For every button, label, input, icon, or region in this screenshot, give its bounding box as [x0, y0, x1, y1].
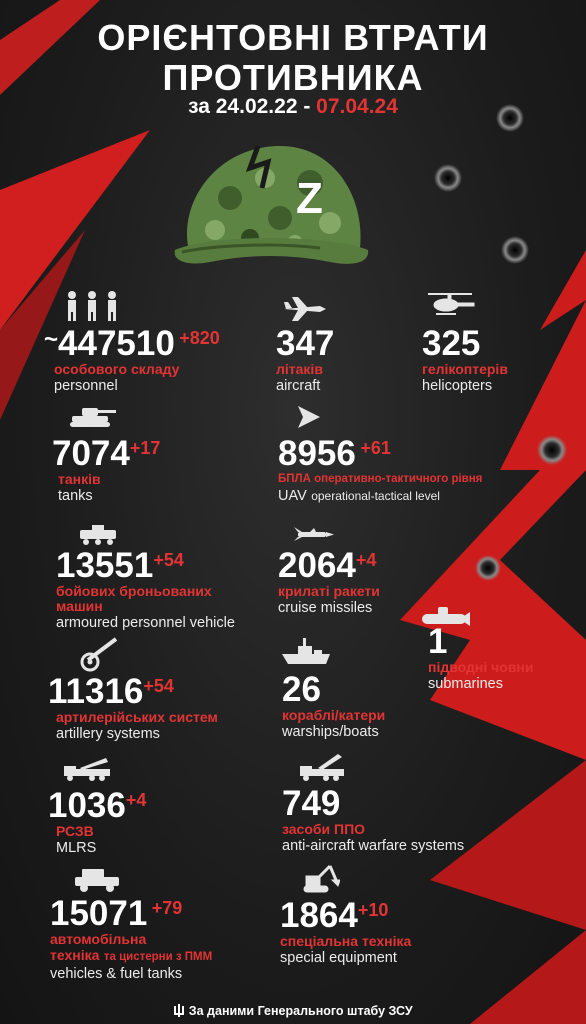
warship-icon [280, 636, 332, 666]
label-en: aircraft [276, 378, 321, 394]
label-en: anti-aircraft warfare systems [282, 838, 465, 854]
label-en: artillery systems [56, 726, 160, 742]
stat-cruise-missiles: 2064+4 крилаті ракети cruise missiles [278, 546, 380, 616]
label-en: personnel [54, 378, 118, 394]
label-ua: літаків [276, 361, 323, 377]
tank-icon [68, 404, 118, 428]
apc-icon [76, 524, 120, 546]
label-en-2: operational-tactical level [311, 489, 440, 503]
label-ua: БПЛА оперативно-тактичного рівня [278, 473, 483, 485]
helicopter-icon [422, 290, 478, 320]
label-ua-2: техніка [50, 947, 100, 963]
label-en: special equipment [280, 950, 397, 966]
page-title-line1: ОРІЄНТОВНІ ВТРАТИ [97, 17, 489, 58]
stat-vehicles: 15071 +79 автомобільна техніка та цистерни з ПММ vehicles & fuel tanks [50, 894, 213, 982]
page-title-line2: ПРОТИВНИКА [162, 57, 424, 98]
aa-truck-icon [298, 752, 348, 782]
label-ua-3: та цистерни з ПММ [103, 951, 213, 963]
label-ua: засоби ППО [282, 821, 366, 837]
date-range: за 24.02.22 - 07.04.24 [188, 95, 398, 118]
stat-submarines: 1 підводні човни submarines [428, 622, 534, 692]
excavator-icon [300, 862, 340, 894]
stat-personnel: ~447510 +820 особового складу personnel [44, 324, 220, 394]
label-ua: РСЗВ [56, 823, 94, 839]
label-ua: артилерійських систем [56, 709, 218, 725]
label-ua: особового складу [54, 361, 180, 377]
label-ua: спеціальна техніка [280, 933, 412, 949]
drone-icon [294, 404, 324, 430]
trident-icon [173, 1004, 185, 1017]
label-en: MLRS [56, 840, 97, 856]
label-ua-1: бойових броньованих [56, 583, 212, 599]
mlrs-truck-icon [62, 756, 114, 782]
helmet-icon [170, 138, 370, 278]
soldiers-icon [62, 290, 122, 322]
label-en: submarines [428, 676, 503, 692]
stat-uav: 8956 +61 БПЛА оперативно-тактичного рівня UAV operational-tactical level [278, 434, 483, 504]
label-en: helicopters [422, 378, 493, 394]
stat-mlrs: 1036+4 РСЗВ MLRS [48, 786, 147, 856]
label-en: armoured personnel vehicle [56, 615, 235, 631]
stat-warships: 26 кораблі/катери warships/boats [282, 670, 386, 740]
missile-icon [292, 526, 334, 542]
label-ua: танків [58, 471, 101, 487]
cannon-icon [80, 636, 120, 672]
stat-special-equipment: 1864+10 спеціальна техніка special equipment [280, 896, 412, 966]
label-en: vehicles & fuel tanks [50, 966, 183, 982]
stat-tanks: 7074+17 танків tanks [52, 434, 161, 504]
label-en: tanks [58, 488, 93, 504]
footer-source: За даними Генерального штабу ЗСУ [0, 1004, 586, 1018]
label-ua-1: автомобільна [50, 931, 147, 947]
stat-anti-aircraft: 749 засоби ППО anti-aircraft warfare systems [282, 784, 465, 854]
stat-aircraft: 347 літаків aircraft [276, 324, 335, 394]
label-en-1: UAV [278, 488, 307, 504]
label-en: warships/boats [282, 724, 379, 740]
stat-helicopters: 325 гелікоптерів helicopters [422, 324, 508, 394]
svg-text:Z: Z [296, 174, 323, 223]
label-ua: підводні човни [428, 659, 534, 675]
jeep-icon [72, 866, 122, 894]
label-ua: кораблі/катери [282, 707, 386, 723]
label-ua-2: машин [56, 598, 103, 614]
label-en: cruise missiles [278, 600, 373, 616]
label-ua: крилаті ракети [278, 583, 380, 599]
stat-apv: 13551+54 бойових броньованих машин armoured personnel vehicle [56, 546, 235, 631]
jet-icon [282, 296, 326, 322]
label-ua: гелікоптерів [422, 361, 508, 377]
stat-artillery: 11316+54 артилерійських систем artillery systems [48, 672, 218, 742]
